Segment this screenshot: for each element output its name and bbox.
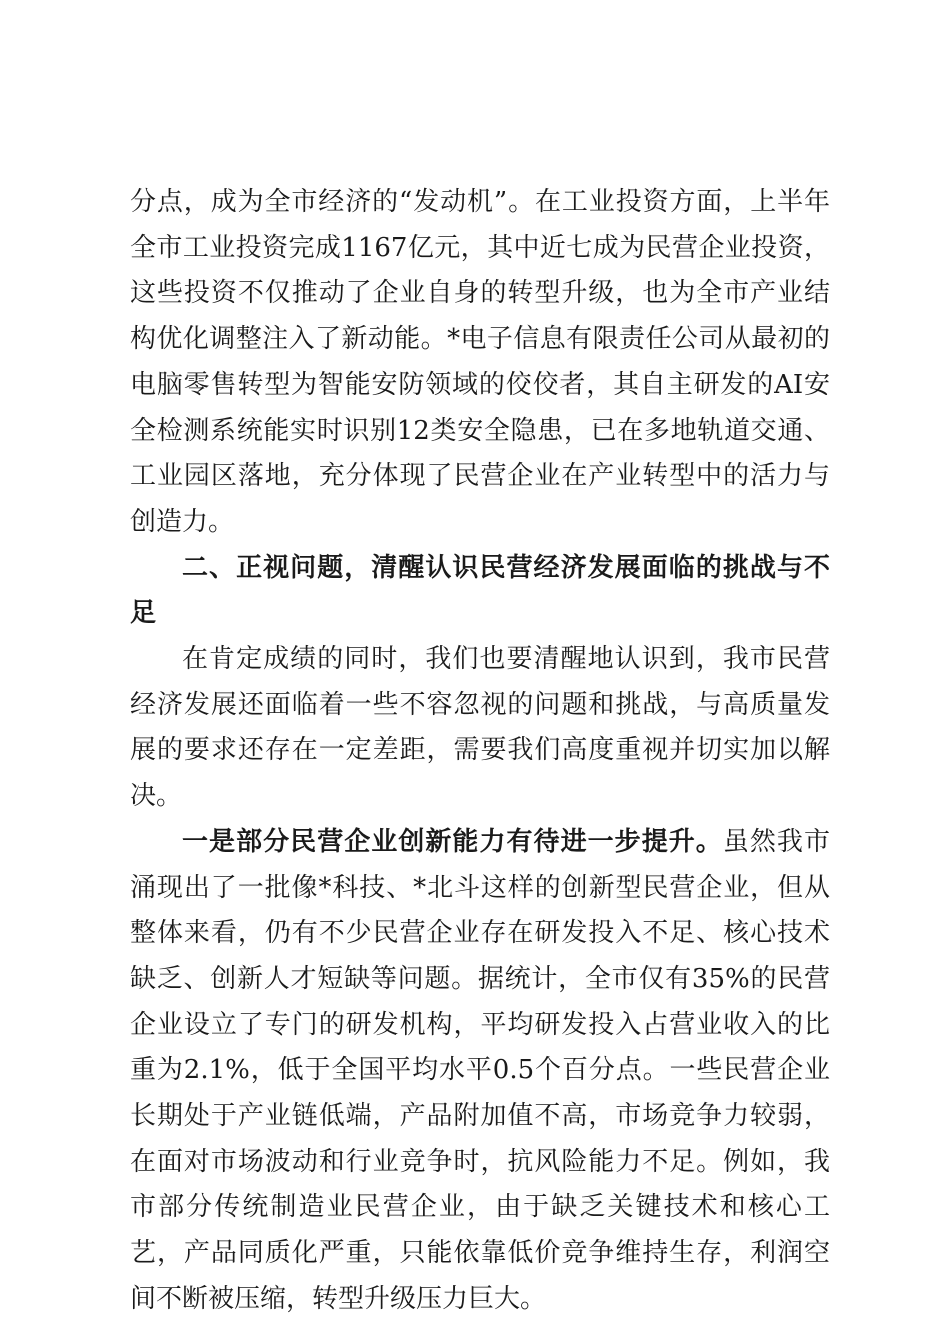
paragraph-body-text: 虽然我市涌现出了一批像*科技、*北斗这样的创新型民营企业，但从整体来看，仍有不少民营企业存在研发投入不足、核心技术缺乏、创新人才短缺等问题。据统计，全市仅有35%的民营企业设立了专门的研发机构，平均研发投入占营业收入的比重为2.1%，低于全国平均水平0.5个百分点。一些民营企业长期处于产业链低端，产品附加值不高，市场竞争力较弱，在面对市场波动和行业竞争时，抗风险能力不足。例如，我市部分传统制造业民营企业，由于缺乏关键技术和核心工艺，产品同质化严重，只能依靠低价竞争维持生存，利润空间不断被压缩，转型升级压力巨大。 [130,826,830,1314]
section-heading: 二、正视问题，清醒认识民营经济发展面临的挑战与不足 [130,552,830,629]
paragraph-continued: 分点，成为全市经济的“发动机”。在工业投资方面，上半年全市工业投资完成1167亿元，其中近七成为民营企业投资，这些投资不仅推动了企业自身的转型升级，也为全市产业结构优化调整注入了新动能。*电子信息有限责任公司从最初的电脑零售转型为智能安防领域的佼佼者，其自主研发的AI安全检测系统能实时识别12类安全隐患，已在多地轨道交通、工业园区落地，充分体现了民营企业在产业转型中的活力与创造力。 [130,187,830,537]
paragraph-challenges-intro: 在肯定成绩的同时，我们也要清醒地认识到，我市民营经济发展还面临着一些不容忽视的问题和挑战，与高质量发展的要求还存在一定差距，需要我们高度重视并切实加以解决。 [130,644,830,812]
document-body [130,180,830,1323]
paragraph-lead-sentence: 一是部分民营企业创新能力有待进一步提升。 [182,826,723,857]
paragraph-innovation [130,820,830,1323]
